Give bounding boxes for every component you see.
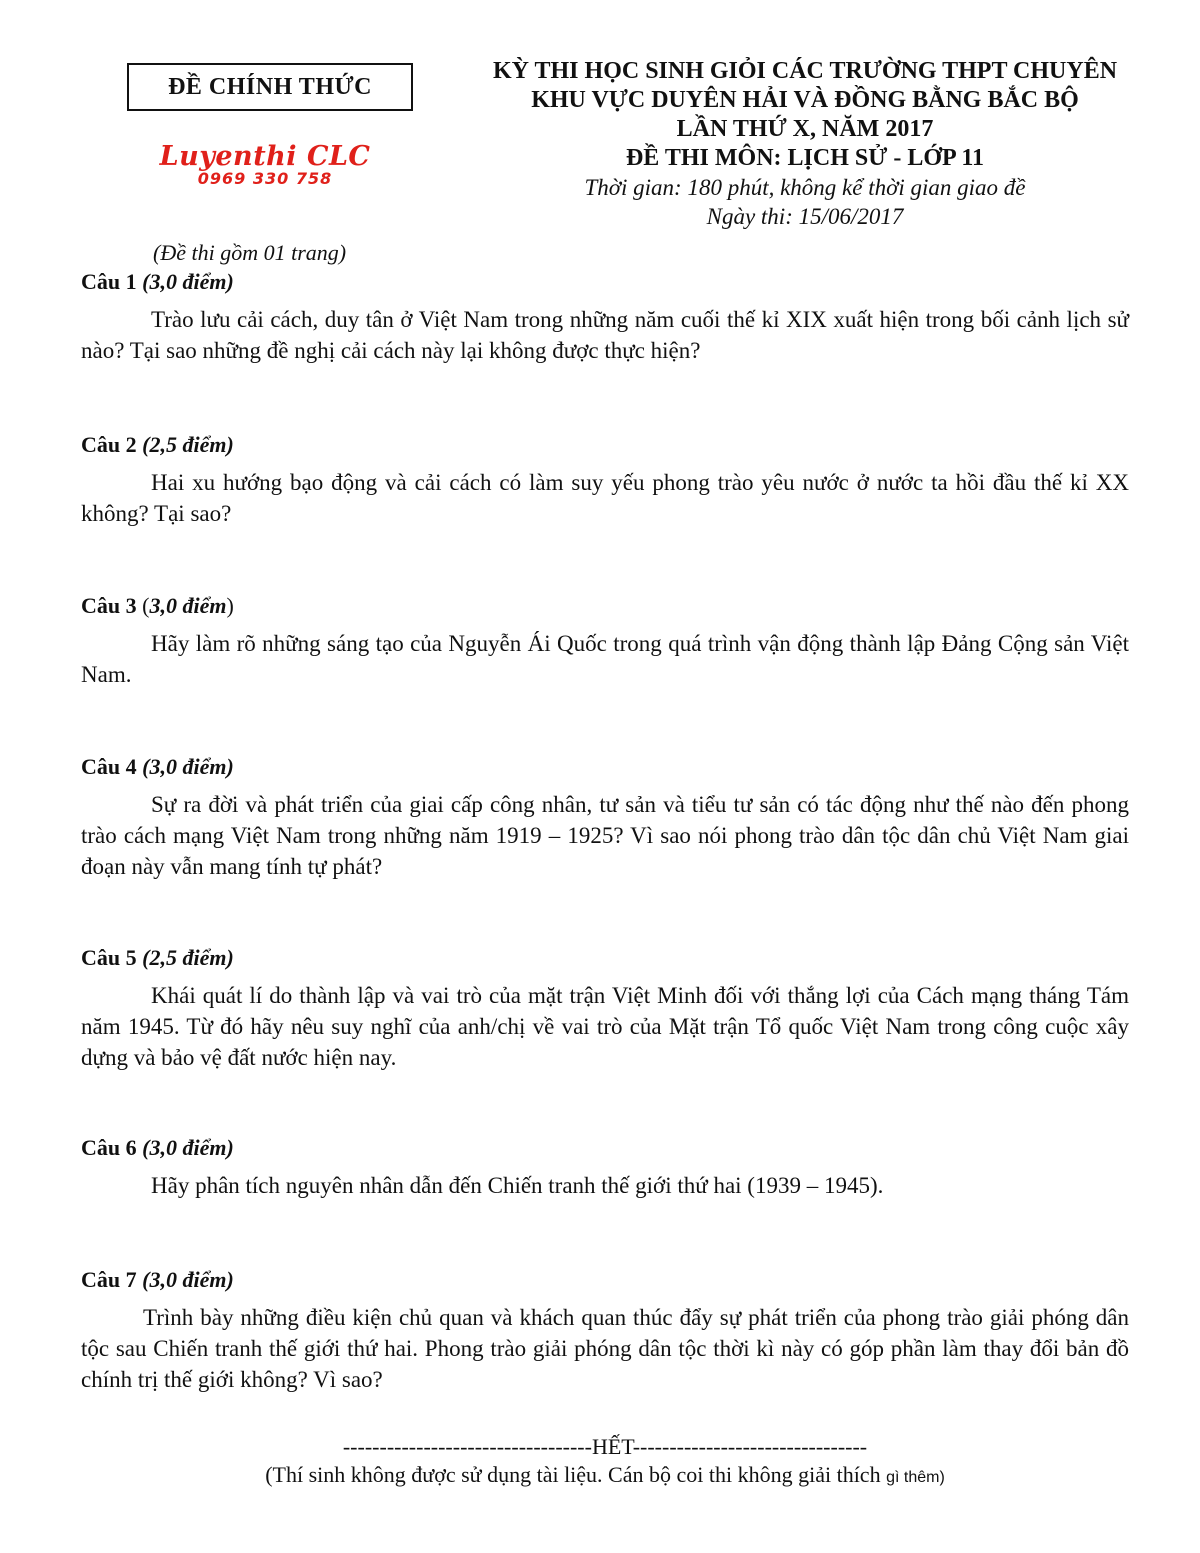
question-3 [81,592,1129,690]
question-heading [81,1134,1129,1162]
question-number: Câu 1 [81,269,137,294]
pages-note: (Đề thi gồm 01 trang) [153,240,347,265]
question-4 [81,753,1129,882]
end-marker: ----------------------------------HẾT-------------------------------- [342,1434,868,1459]
question-number: Câu 5 [81,945,137,970]
question-heading [81,268,1129,296]
question-points: 3,0 điểm [149,593,227,618]
question-text: Hai xu hướng bạo động và cải cách có làm suy yếu phong trào yêu nước ở nước ta hồi đầu thế kỉ XX không? Tại sao? [81,470,1129,526]
question-heading [81,1266,1129,1294]
question-number: Câu 3 [81,593,137,618]
exam-duration: Thời gian: 180 phút, không kể thời gian giao đề [584,175,1026,200]
question-heading [81,944,1129,972]
question-points: (3,0 điểm) [142,269,234,294]
official-exam-label: ĐỀ CHÍNH THỨC [127,63,413,111]
exam-subject: ĐỀ THI MÔN: LỊCH SỬ - LỚP 11 [625,145,985,171]
footer-note-main: (Thí sinh không được sử dụng tài liệu. Cán bộ coi thi không giải thích [265,1462,887,1487]
question-7 [81,1266,1129,1395]
footer-note [0,1462,1200,1488]
question-text: Hãy phân tích nguyên nhân dẫn đến Chiến tranh thế giới thứ hai (1939 – 1945). [151,1173,884,1198]
question-number: Câu 4 [81,754,137,779]
question-number: Câu 6 [81,1135,137,1160]
exam-title-line1: KỲ THI HỌC SINH GIỎI CÁC TRƯỜNG THPT CHUYÊN [492,58,1118,84]
question-text: Trào lưu cải cách, duy tân ở Việt Nam trong những năm cuối thế kỉ XIX xuất hiện trong bối cảnh lịch sử nào? Tại sao những đề nghị cải cách này lại không được thực hiện? [81,307,1129,363]
points-open: ( [142,593,150,618]
exam-title-line2: KHU VỰC DUYÊN HẢI VÀ ĐỒNG BẰNG BẮC BỘ [531,87,1079,113]
question-points: (3,0 điểm) [142,1267,234,1292]
question-heading [81,431,1129,459]
question-2 [81,431,1129,529]
footer-note-small: gì thêm) [886,1469,945,1486]
question-points: (2,5 điểm) [142,432,234,457]
question-points: (3,0 điểm) [142,1135,234,1160]
question-text: Sự ra đời và phát triển của giai cấp công nhân, tư sản và tiểu tư sản có tác động như thế nào đến phong trào cách mạng Việt Nam trong những năm 1919 – 1925? Vì sao nói phong trào dân tộc dân chủ Việt Nam giai đoạn này vẫn mang tính tự phát? [81,792,1129,879]
exam-title-line3: LẦN THỨ X, NĂM 2017 [676,116,934,142]
question-points: (3,0 điểm) [142,754,234,779]
question-6 [81,1134,1129,1201]
question-heading [81,753,1129,781]
brand-logo [150,142,380,188]
question-1 [81,268,1129,366]
exam-header [460,57,1150,231]
exam-date: Ngày thi: 15/06/2017 [706,204,904,229]
points-close: ) [226,593,234,618]
question-text: Khái quát lí do thành lập và vai trò của mặt trận Việt Minh đối với thắng lợi của Cách mạng tháng Tám năm 1945. Từ đó hãy nêu suy nghĩ của anh/chị về vai trò của Mặt trận Tổ quốc Việt Nam trong công cuộc xây dựng và bảo vệ đất nước hiện nay. [81,983,1129,1070]
logo-name: Luyenthi CLC [159,141,371,172]
question-5 [81,944,1129,1073]
question-number: Câu 2 [81,432,137,457]
question-heading [81,592,1129,620]
question-points: (2,5 điểm) [142,945,234,970]
question-text: Hãy làm rõ những sáng tạo của Nguyễn Ái Quốc trong quá trình vận động thành lập Đảng Cộng sản Việt Nam. [81,631,1129,687]
logo-phone: 0969 330 758 [197,169,333,188]
question-text: Trình bày những điều kiện chủ quan và khách quan thúc đẩy sự phát triển của phong trào giải phóng dân tộc sau Chiến tranh thế giới thứ hai. Phong trào giải phóng dân tộc thời kì này có góp phần làm thay đổi bản đồ chính trị thế giới không? Vì sao? [81,1305,1129,1392]
question-number: Câu 7 [81,1267,137,1292]
